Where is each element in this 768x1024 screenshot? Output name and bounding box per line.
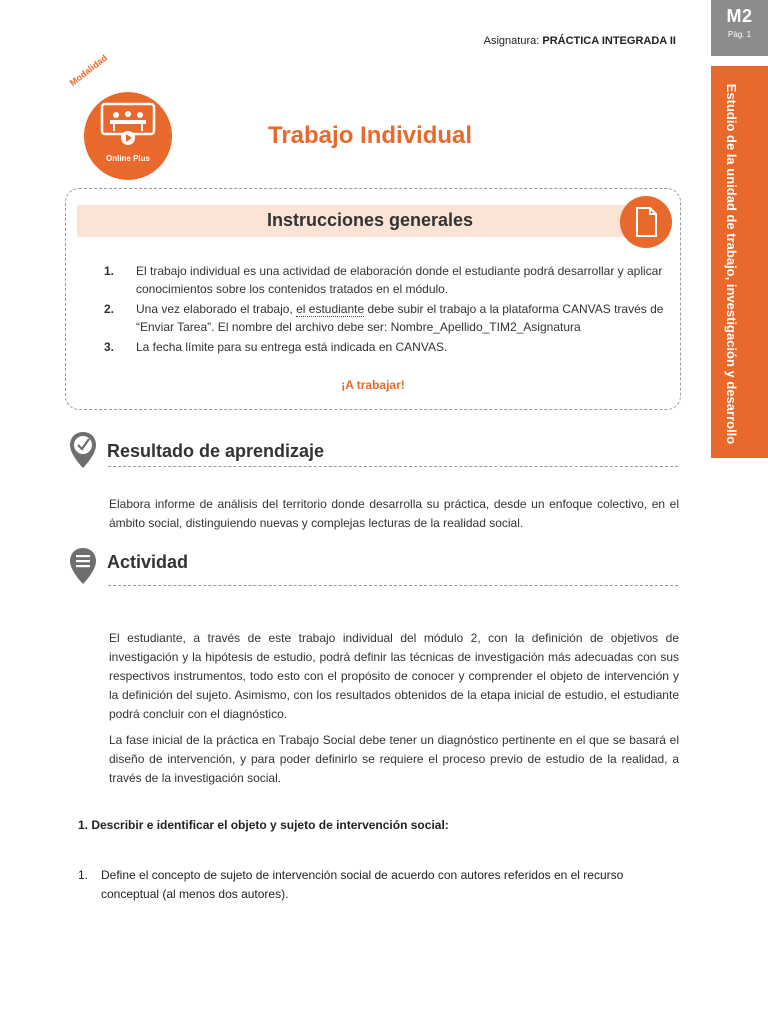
underlined-phrase: el estudiante (296, 302, 365, 316)
vertical-title-strip (711, 66, 768, 458)
list-text: La fecha límite para su entrega está indicada en CANVAS. (136, 340, 448, 354)
vertical-title: Estudio de la unidad de trabajo, investigación y desarrollo (724, 83, 739, 445)
list-item (78, 866, 678, 904)
subject-name: PRÁCTICA INTEGRADA II (542, 35, 676, 47)
resultado-text: Elabora informe de análisis del territorio donde desarrolla su práctica, desde un enfoque colectivo, en el ámbito social, distinguiendo nuevas y complejas lecturas de la realidad social. (109, 497, 679, 530)
document-icon-badge (620, 196, 672, 248)
list-item (100, 338, 670, 356)
modality-badge (84, 92, 172, 180)
document-icon (620, 196, 672, 248)
page-number: Pág. 1 (727, 30, 752, 39)
online-class-icon (98, 102, 158, 146)
closing-callout: ¡A trabajar! (341, 378, 405, 392)
instructions-heading: Instrucciones generales (266, 210, 474, 230)
section-heading-actividad: Actividad (107, 552, 189, 572)
subject-prefix: Asignatura: (483, 35, 543, 47)
section-divider (108, 585, 678, 586)
list-text: El trabajo individual es una actividad de elaboración donde el estudiante podrá desarrollar y aplicar conocimientos sobre los contenidos tratados en el módulo. (136, 264, 663, 296)
list-text (136, 302, 663, 334)
list-text-part: debe subir el trabajo a la plataforma CANVAS través de “Enviar Tarea”. El nombre del archivo debe ser: Nombre_Apellido_TIM2_Asignatura (136, 302, 664, 334)
modality-label: Modalidad (67, 52, 110, 88)
section-divider (108, 466, 678, 467)
list-item (100, 262, 670, 298)
module-tab (711, 0, 768, 56)
actividad-paragraph: El estudiante, a través de este trabajo individual del módulo 2, con la definición de objetivos de investigación y la hipótesis de estudio, podrá definir las técnicas de investigación más adecuadas con sus respectivos instrumentos, todo esto con el propósito de conocer y comprender el objeto de intervención y la definición del sujeto. Asimismo, con los resultados obtenidos de la etapa inicial de estudio, el estudiante podrá concluir con el diagnóstico. (109, 631, 679, 721)
task-heading: 1. Describir e identificar el objeto y sujeto de intervención social: (78, 818, 449, 832)
location-list-icon (68, 546, 98, 586)
list-item (100, 300, 670, 336)
task-list (78, 866, 678, 904)
section-heading-resultado: Resultado de aprendizaje (107, 441, 325, 461)
list-number: 2. (104, 302, 115, 316)
list-text-part: Una vez elaborado el trabajo, (136, 302, 297, 316)
location-check-icon (68, 430, 98, 470)
list-number: 1. (104, 264, 115, 278)
instructions-list (100, 262, 670, 358)
subject-header (484, 35, 676, 47)
list-number: 1. (78, 868, 89, 882)
module-code: M2 (726, 6, 753, 26)
modality-name: Online Plus (105, 154, 150, 163)
page-title: Trabajo Individual (268, 122, 473, 149)
actividad-paragraph: La fase inicial de la práctica en Trabajo Social debe tener un diagnóstico pertinente en el que se basará el diseño de intervención, y para poder definirlo se requiere el proceso previo de estudio de la realidad, a través de la investigación social. (109, 733, 679, 785)
list-text: Define el concepto de sujeto de intervención social de acuerdo con autores referidos en el recurso conceptual (al menos dos autores). (101, 868, 624, 901)
list-number: 3. (104, 340, 115, 354)
